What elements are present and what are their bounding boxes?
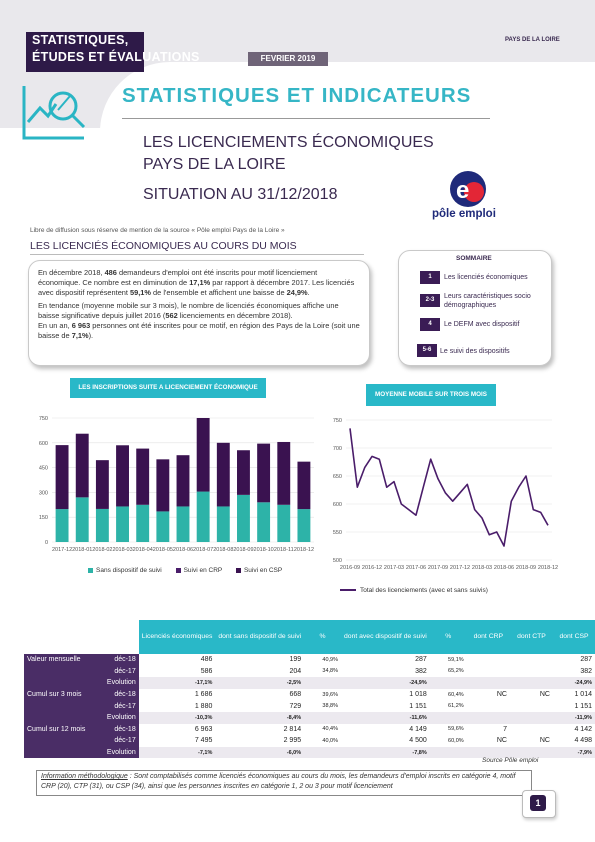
summary-title: SOMMAIRE [456, 255, 492, 262]
row-group-label [24, 700, 91, 712]
table-source: Source Pôle emploi [482, 757, 539, 764]
evolution-cell [510, 712, 553, 724]
bar-segment [76, 497, 89, 542]
table-cell: 287 [580, 656, 592, 664]
table-row [24, 666, 595, 678]
table-row [24, 700, 595, 712]
x-tick-label: 2017-12 [51, 547, 73, 553]
table-cell: 59,6% [448, 726, 464, 733]
x-tick-label: 2018-12 [537, 565, 559, 571]
table-cell [510, 700, 553, 712]
x-tick-label: 2018-02 [92, 547, 113, 553]
line-chart [320, 414, 565, 574]
x-tick-label: 2017-12 [449, 565, 471, 571]
bar-segment [56, 445, 69, 509]
table-cell [467, 666, 510, 678]
x-tick-label: 2018-09 [515, 565, 537, 571]
evolution-cell [430, 677, 467, 689]
diffusion-note: Libre de diffusion sous réserve de mention de la source « Pôle emploi Pays de la Loire » [30, 227, 285, 234]
table-cell: 4 142 [574, 725, 592, 733]
bar-segment [96, 509, 109, 542]
y-tick-label: 0 [44, 540, 48, 546]
bar-segment [237, 495, 250, 542]
x-tick-label: 2018-11 [273, 547, 294, 553]
table-cell: 1 014 [574, 691, 592, 699]
bar-segment [96, 460, 109, 509]
table-cell: 60,4% [448, 691, 464, 698]
bar-segment [177, 455, 190, 506]
row-group-label: Valeur mensuelle [24, 654, 91, 666]
table-cell: 4 498 [574, 737, 592, 745]
series-tag-line2: ÉTUDES ET ÉVALUATIONS [32, 50, 200, 64]
row-group-label: Cumul sur 3 mois [24, 689, 91, 701]
table-cell: 199 [289, 656, 302, 664]
evolution-cell: -8,4% [215, 712, 304, 724]
x-tick-label: 2018-06 [172, 547, 194, 553]
table-cell: 668 [289, 691, 302, 699]
table-cell [510, 666, 553, 678]
table-cell: 40,4% [322, 726, 339, 733]
y-tick-label: 650 [332, 474, 342, 480]
table-cell: NC [539, 737, 550, 745]
table-row [24, 689, 595, 701]
subtitle-line1: LES LICENCIEMENTS ÉCONOMIQUES [143, 134, 434, 151]
bar-segment [217, 506, 230, 542]
x-tick-label: 2018-01 [72, 547, 93, 553]
y-tick-label: 750 [38, 416, 48, 422]
col-header: dont avec dispositif de suivi [341, 620, 430, 654]
pole-emploi-logo [432, 170, 498, 222]
row-period: déc-17 [91, 666, 139, 678]
evolution-cell [304, 677, 341, 689]
x-tick-label: 2016-09 [339, 565, 361, 571]
summary-item-1-label[interactable]: Les licenciés économiques [444, 274, 528, 281]
pole-emploi-emblem-icon [438, 170, 498, 210]
col-header: dont CSP [553, 620, 595, 654]
bar-segment [217, 443, 230, 507]
evolution-cell: -7,8% [341, 747, 430, 759]
evolution-label: Evolution [91, 712, 139, 724]
legend-swatch-purple [176, 568, 181, 573]
evolution-cell: -7,9% [553, 747, 595, 759]
intro-paragraph-1: En décembre 2018, 486 demandeurs d'emploi ont été inscrits pour motif licenciement économique. Ce nombre est en diminution de 17,1% par rapport à décembre 2017. Les licenciés avec dispositif représentent 59,1% de l'ensemble et affichent une baisse de 24,9%. [38, 268, 355, 297]
row-group-label [24, 735, 91, 747]
evolution-cell: -17,1% [139, 677, 216, 689]
bar-chart [28, 410, 320, 560]
evolution-cell [510, 677, 553, 689]
table-cell [510, 724, 553, 736]
x-tick-label: 2018-09 [233, 547, 254, 553]
table-cell: 1 686 [194, 691, 213, 699]
table-cell: 4 500 [409, 737, 427, 745]
row-period: déc-17 [91, 700, 139, 712]
col-header: % [430, 620, 467, 654]
summary-item-2-number[interactable]: 2-3 [420, 294, 440, 307]
bar-segment [257, 502, 270, 542]
bar-segment [136, 449, 149, 505]
evolution-cell [304, 747, 341, 759]
bar-segment [116, 445, 129, 506]
table-cell: 7 [503, 725, 507, 733]
evolution-row [24, 677, 595, 689]
summary-item-2-label[interactable]: Leurs caractéristiques socio démographiques [444, 293, 531, 309]
subtitle-line3: SITUATION AU 31/12/2018 [143, 186, 338, 203]
y-tick-label: 150 [38, 515, 48, 522]
summary-item-4-number[interactable]: 5-6 [417, 344, 437, 357]
x-tick-label: 2016-12 [361, 565, 383, 571]
bar-segment [237, 450, 250, 495]
x-tick-label: 2018-05 [152, 547, 173, 553]
y-tick-label: 750 [332, 418, 342, 424]
bar-segment [257, 444, 270, 503]
table-row [24, 735, 595, 747]
table-cell: 1 151 [409, 702, 427, 710]
col-header: dont sans dispositif de suivi [215, 620, 304, 654]
y-tick-label: 300 [38, 490, 48, 497]
evolution-cell [430, 747, 467, 759]
evolution-cell: -7,1% [139, 747, 216, 759]
table-row [24, 724, 595, 736]
bar-segment [56, 509, 69, 542]
intro-paragraph-3: En un an, 6 963 personnes ont été inscrites pour ce motif, en région des Pays de la Loire (soit une baisse de 7,1%). [38, 321, 360, 340]
table-cell: 586 [200, 667, 213, 675]
y-tick-label: 600 [38, 440, 48, 447]
title-divider [122, 118, 490, 119]
legend-swatch-dark-purple [236, 568, 241, 573]
summary-item-3-number[interactable]: 4 [420, 318, 440, 331]
section-divider [30, 254, 364, 255]
col-header: dont CTP [510, 620, 553, 654]
table-cell: 287 [415, 656, 427, 664]
section-title: LES LICENCIÉS ÉCONOMIQUES AU COURS DU MOIS [30, 240, 297, 252]
bar-segment [76, 434, 89, 498]
x-tick-label: 2018-07 [193, 547, 214, 553]
evolution-cell: -11,6% [341, 712, 430, 724]
table-cell: 61,2% [448, 703, 464, 710]
bar-segment [297, 462, 310, 509]
table-cell: 7 495 [194, 737, 213, 745]
y-tick-label: 450 [38, 465, 48, 472]
table-row [24, 654, 595, 666]
row-period: déc-18 [91, 724, 139, 736]
magnifier-chart-icon [18, 82, 92, 150]
y-tick-label: 550 [332, 530, 342, 536]
legend-line-swatch [340, 589, 356, 591]
row-group-label: Cumul sur 12 mois [24, 724, 91, 736]
table-cell: 6 963 [194, 725, 213, 733]
evolution-cell: -2,5% [215, 677, 304, 689]
stats-table [24, 620, 595, 758]
table-cell: NC [496, 691, 507, 699]
publication-date: FEVRIER 2019 [248, 52, 328, 66]
table-cell [467, 700, 510, 712]
legend-item-sans-dispositif: Sans dispositif de suivi [88, 567, 162, 574]
line-chart-title: MOYENNE MOBILE SUR TROIS MOIS [366, 384, 496, 406]
col-header: dont CRP [467, 620, 510, 654]
table-cell: 1 880 [194, 702, 213, 710]
pole-emploi-wordmark: pôle emploi [432, 208, 496, 220]
row-period: déc-17 [91, 735, 139, 747]
bar-segment [177, 506, 190, 542]
bar-chart-title: LES INSCRIPTIONS SUITE A LICENCIEMENT ÉCONOMIQUE [70, 378, 266, 398]
table-cell: 34,8% [322, 668, 339, 675]
table-cell: 204 [289, 667, 302, 675]
bar-segment [297, 509, 310, 542]
bar-chart-legend [88, 567, 282, 574]
table-cell: 486 [200, 656, 213, 664]
evolution-label: Evolution [91, 747, 139, 759]
x-tick-label: 2018-10 [253, 547, 274, 553]
y-tick-label: 500 [332, 558, 342, 564]
page-number: 1 [530, 795, 546, 811]
bar-segment [197, 492, 210, 542]
intro-paragraph-2: En tendance (moyenne mobile sur 3 mois), le nombre de licenciés économiques affiche une baisse significative depuis juillet 2016 (562 licenciements en décembre 2018). [38, 301, 339, 320]
intro-text [38, 268, 360, 341]
summary-item-1-number[interactable]: 1 [420, 271, 440, 284]
x-tick-label: 2017-03 [383, 565, 405, 571]
evolution-label: Evolution [91, 677, 139, 689]
row-group-label [24, 666, 91, 678]
table-cell: 38,8% [322, 703, 339, 710]
table-cell: 729 [289, 702, 302, 710]
series-tag-line1: STATISTIQUES, [32, 33, 129, 47]
evolution-cell [304, 712, 341, 724]
x-tick-label: 2018-03 [112, 547, 133, 553]
table-cell [467, 654, 510, 666]
stats-table-wrap [24, 620, 595, 758]
x-tick-label: 2018-03 [471, 565, 493, 571]
row-period: déc-18 [91, 654, 139, 666]
bar-segment [277, 505, 290, 542]
svg-text:e: e [456, 177, 470, 204]
page-title: STATISTIQUES ET INDICATEURS [122, 84, 472, 107]
methodology-note: Information méthodologique : Sont comptabilisés comme licenciés économiques au cours du mois, les demandeurs d'emploi inscrits en catégorie 4, motif CRP (20), CTP (31), ou CSP (34), ainsi que les personnes inscrites en catégorie 1, 2 ou 3 pour motif licenciement [36, 770, 532, 796]
evolution-cell [467, 712, 510, 724]
summary-item-3-label[interactable]: Le DEFM avec dispositif [444, 321, 520, 328]
evolution-cell: -24,9% [341, 677, 430, 689]
bar-segment [156, 459, 169, 511]
evolution-cell: -10,3% [139, 712, 216, 724]
bar-segment [136, 505, 149, 542]
legend-item-crp: Suivi en CRP [176, 567, 223, 574]
bar-segment [277, 442, 290, 505]
series-line [350, 428, 548, 546]
table-cell: 2 814 [283, 725, 302, 733]
table-cell: 1 151 [574, 702, 592, 710]
x-tick-label: 2017-06 [405, 565, 427, 571]
line-chart-legend: Total des licenciements (avec et sans suivis) [340, 587, 488, 594]
bar-segment [116, 506, 129, 542]
row-period: déc-18 [91, 689, 139, 701]
legend-swatch-teal [88, 568, 93, 573]
col-header: Licenciés économiques [139, 620, 216, 654]
col-header: % [304, 620, 341, 654]
table-cell: NC [539, 691, 550, 699]
x-tick-label: 2018-12 [293, 547, 315, 553]
x-tick-label: 2018-08 [213, 547, 234, 553]
evolution-row [24, 712, 595, 724]
x-tick-label: 2018-04 [132, 547, 153, 553]
evolution-cell: -6,0% [215, 747, 304, 759]
table-cell: 59,1% [448, 656, 464, 663]
table-cell: 1 018 [409, 691, 427, 699]
table-cell: 2 995 [283, 737, 302, 745]
evolution-cell: -11,9% [553, 712, 595, 724]
y-tick-label: 700 [332, 446, 342, 452]
table-cell: 39,6% [322, 691, 339, 698]
table-cell: 40,0% [322, 737, 339, 744]
x-tick-label: 2017-09 [427, 565, 449, 571]
table-cell: 40,9% [322, 656, 339, 663]
bar-segment [197, 418, 210, 492]
legend-item-csp: Suivi en CSP [236, 567, 282, 574]
subtitle-line2: PAYS DE LA LOIRE [143, 156, 286, 173]
table-cell: 382 [580, 667, 592, 675]
region-label: PAYS DE LA LOIRE [505, 37, 560, 43]
evolution-cell [467, 677, 510, 689]
y-tick-label: 600 [332, 502, 342, 508]
table-cell: 60,0% [448, 737, 464, 744]
evolution-cell: -24,9% [553, 677, 595, 689]
bar-segment [156, 511, 169, 542]
summary-item-4-label[interactable]: Le suivi des dispositifs [440, 348, 510, 355]
table-cell: 382 [415, 667, 427, 675]
x-tick-label: 2018-06 [493, 565, 515, 571]
table-cell: NC [496, 737, 507, 745]
table-cell: 65,2% [448, 668, 464, 675]
table-cell: 4 149 [409, 725, 427, 733]
table-cell [510, 654, 553, 666]
evolution-cell [430, 712, 467, 724]
